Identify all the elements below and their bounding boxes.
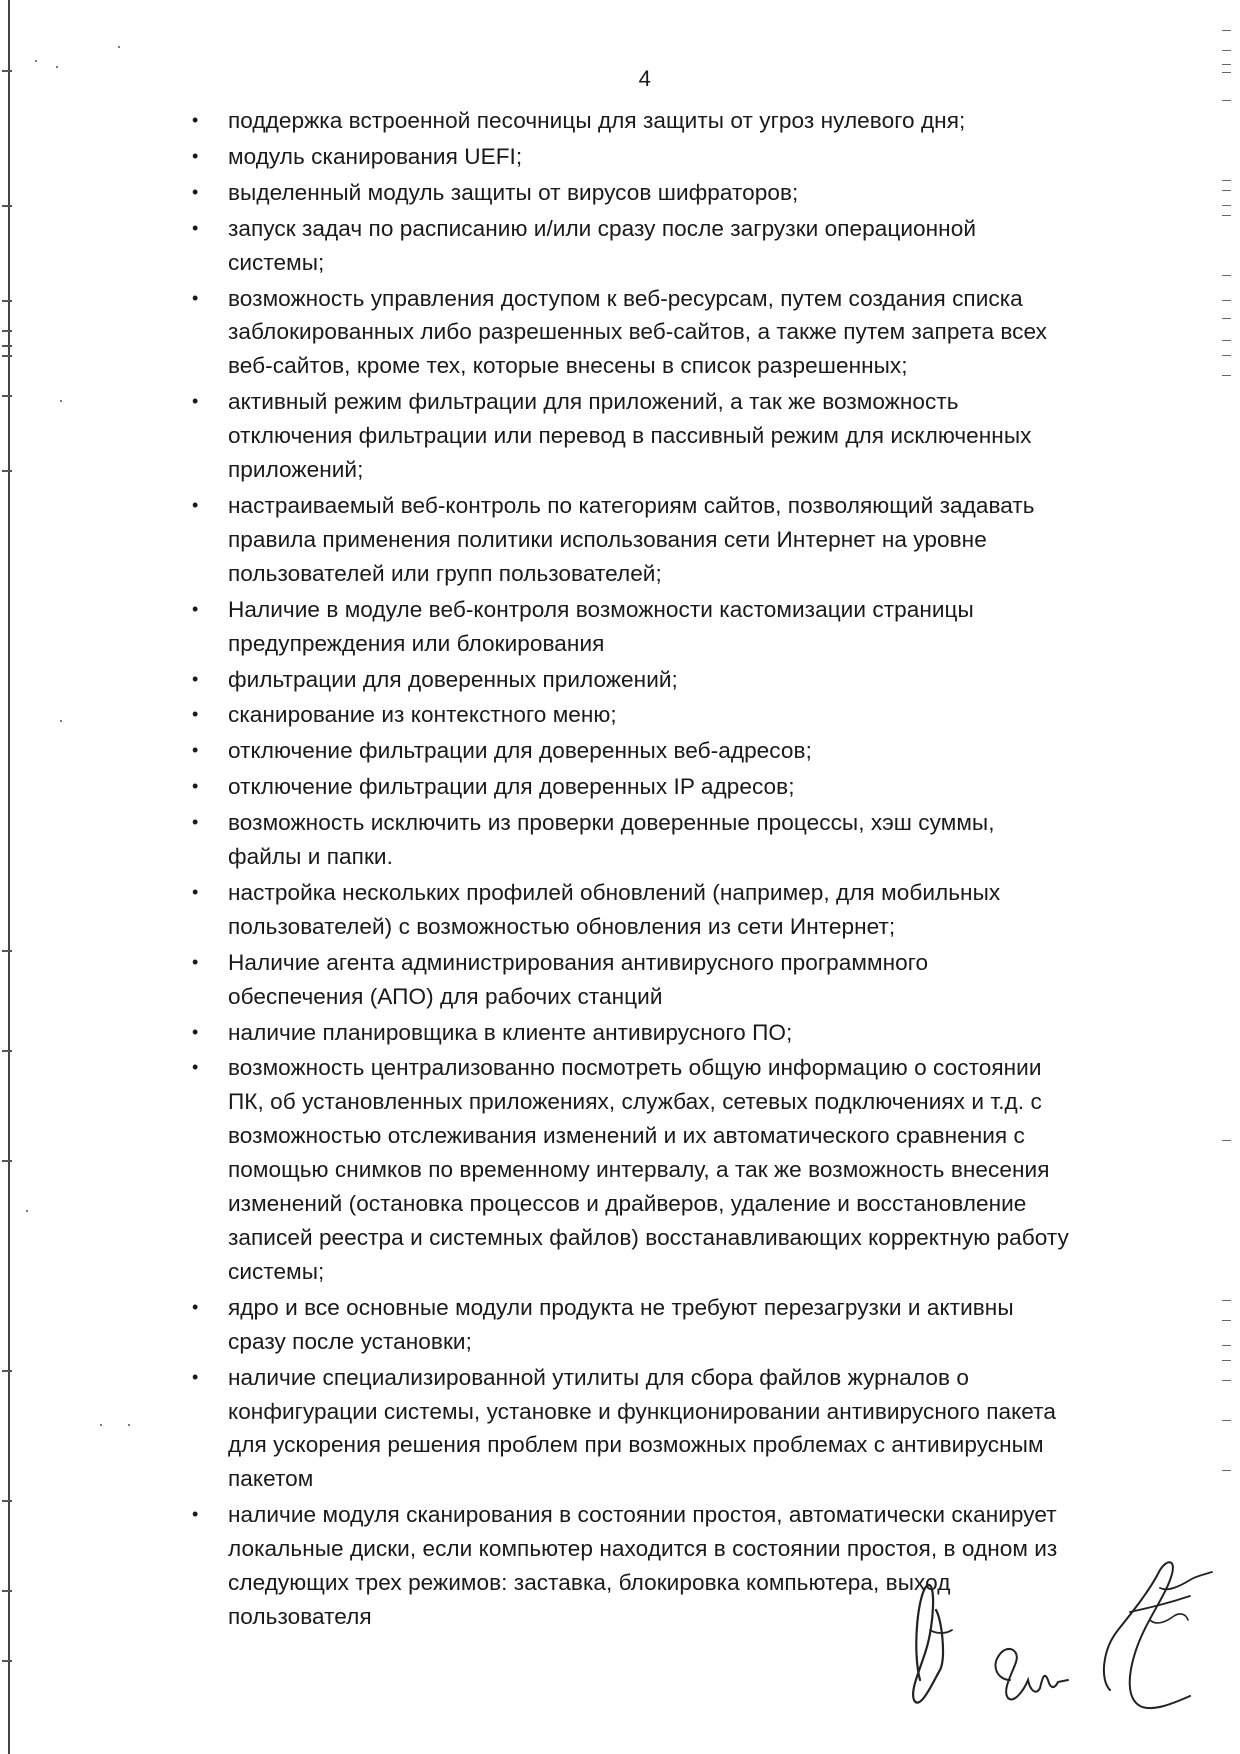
list-item [190, 282, 1150, 384]
bullet-icon: • [192, 1057, 199, 1078]
list-item-text: наличие модуля сканирования в состоянии простоя, автоматически сканирует локальные диски, если компьютер находится в состоянии простоя, в одном из следующих трех режимов: заставка, блокировка компьютера, выход пользователя [228, 1502, 1058, 1629]
list-item [190, 698, 1150, 732]
bullet-icon: • [192, 494, 199, 515]
list-item [190, 212, 1150, 280]
bullet-icon: • [192, 145, 199, 166]
list-item [190, 806, 1150, 874]
bullet-icon: • [192, 181, 199, 202]
list-item [190, 876, 1150, 944]
list-item [190, 1291, 1150, 1359]
list-item-text: наличие специализированной утилиты для сбора файлов журналов о конфигурации системы, установке и функционировании антивирусного пакета для ускорения решения проблем при возможных проблемах с антивирусным пакетом [228, 1364, 1056, 1492]
list-item-text: возможность исключить из проверки доверенные процессы, хэш суммы, файлы и папки. [228, 810, 995, 870]
page-number: 4 [638, 66, 652, 91]
list-item-text: поддержка встроенной песочницы для защиты от угроз нулевого дня; [228, 108, 966, 133]
bullet-icon: • [192, 776, 199, 797]
handwritten-signatures [890, 1530, 1220, 1730]
list-item [190, 176, 1150, 210]
list-item [190, 663, 1150, 697]
bullet-icon: • [192, 951, 199, 972]
bullet-icon: • [192, 217, 199, 238]
list-item-text: настройка нескольких профилей обновлений (например, для мобильных пользователей) с возможностью обновления из сети Интернет; [228, 879, 1001, 939]
list-item [190, 1016, 1150, 1050]
list-item [190, 593, 1150, 661]
list-item-text: отключение фильтрации для доверенных IP адресов; [228, 774, 795, 800]
bullet-icon: • [192, 598, 199, 619]
bullet-icon: • [192, 1296, 199, 1317]
list-item-text: наличие планировщика в клиенте антивирусного ПО; [228, 1019, 793, 1045]
bullet-icon: • [192, 1504, 199, 1525]
list-item-text: настраиваемый веб-контроль по категориям сайтов, позволяющий задавать правила применения политики использования сети Интернет на уровне пользователей или групп пользователей; [228, 492, 1035, 586]
requirements-bullet-list [190, 104, 1150, 1636]
list-item-text: фильтрации для доверенных приложений; [228, 666, 678, 692]
list-item [190, 140, 1150, 174]
bullet-icon: • [192, 668, 199, 689]
list-item-text: выделенный модуль защиты от вирусов шифраторов; [228, 179, 799, 205]
bullet-icon: • [192, 704, 199, 725]
list-item [190, 104, 1150, 138]
list-item-text: запуск задач по расписанию и/или сразу после загрузки операционной системы; [228, 215, 976, 275]
list-item [190, 946, 1150, 1014]
list-item-text: возможность управления доступом к веб-ресурсам, путем создания списка заблокированных либо разрешенных веб-сайтов, а также путем запрета всех веб-сайтов, кроме тех, которые внесены в список разрешенных; [228, 285, 1047, 379]
list-item-text: ядро и все основные модули продукта не требуют перезагрузки и активны сразу после установки; [228, 1294, 1014, 1354]
bullet-icon: • [192, 812, 199, 833]
list-item [190, 770, 1150, 804]
signature-2 [995, 1649, 1068, 1699]
list-item-text: отключение фильтрации для доверенных веб-адресов; [228, 738, 812, 764]
signature-3 [1104, 1562, 1190, 1708]
list-item-text: Наличие в модуле веб-контроля возможности кастомизации страницы предупреждения или блокирования [228, 596, 974, 656]
bullet-icon: • [192, 881, 199, 902]
signature-1 [913, 1585, 943, 1703]
list-item [190, 385, 1150, 487]
bullet-icon: • [192, 1021, 199, 1042]
list-item [190, 1051, 1150, 1288]
bullet-icon: • [192, 391, 199, 412]
list-item-text: Наличие агента администрирования антивирусного программного обеспечения (АПО) для рабочих станций [228, 949, 929, 1009]
bullet-icon: • [192, 287, 199, 308]
bullet-icon: • [192, 110, 199, 130]
list-item-text: модуль сканирования UEFI; [228, 143, 523, 169]
list-item-text: возможность централизованно посмотреть общую информацию о состоянии ПК, об установленных приложениях, службах, сетевых подключениях и т.д. с возможностью отслеживания изменений и их автоматического сравнения с помощью снимков по временному интервалу, а так же возможность внесения изменений (остановка процессов и драйверов, удаление и восстановление записей реестра и системных файлов) восстанавливающих корректную работу системы; [228, 1055, 1069, 1284]
list-item [190, 734, 1150, 768]
list-item [190, 1361, 1150, 1497]
list-item [190, 489, 1150, 591]
bullet-icon: • [192, 740, 199, 761]
bullet-icon: • [192, 1366, 199, 1387]
scan-edge-marks-right [1218, 0, 1240, 1754]
list-item-text: сканирование из контекстного меню; [228, 702, 617, 728]
list-item-text: активный режим фильтрации для приложений, а так же возможность отключения фильтрации или перевод в пассивный режим для исключенных приложений; [228, 389, 1032, 483]
scan-edge-marks-left [0, 0, 14, 1754]
